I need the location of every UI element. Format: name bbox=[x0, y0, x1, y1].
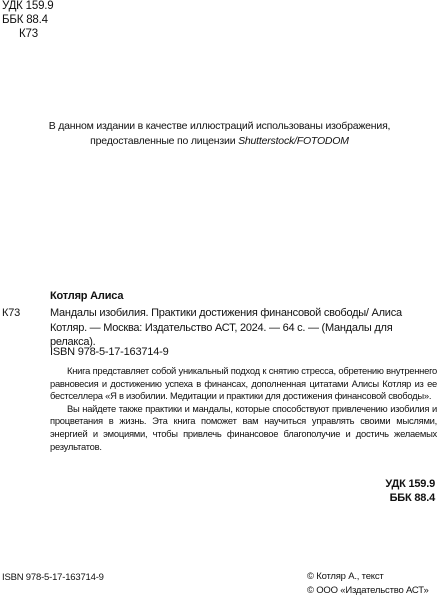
bbk-code-bottom: ББК 88.4 bbox=[389, 492, 435, 504]
udk-code-bottom: УДК 159.9 bbox=[385, 478, 435, 490]
udk-code-top: УДК 159.9 bbox=[2, 0, 54, 12]
bibliographic-description: Мандалы изобилия. Практики достижения финансовой свободы/ Алиса Котляр. — Москва: Издательство АСТ, 2024. — 64 с. — (Мандалы для релакса). bbox=[50, 307, 402, 348]
illustration-notice-line2 bbox=[0, 134, 439, 148]
isbn-footer: ISBN 978-5-17-163714-9 bbox=[2, 572, 104, 583]
author-mark: К73 bbox=[2, 307, 21, 319]
illustration-notice-line1: В данном издании в качестве иллюстраций использованы изображения, bbox=[48, 120, 391, 132]
author-mark-top: К73 bbox=[19, 28, 38, 40]
bbk-code-top: ББК 88.4 bbox=[2, 14, 48, 26]
annotation-paragraph-1: Книга представляет собой уникальный подход к снятию стресса, обретению внутреннего равновесия и достижению успеха в финансах, дополненная цитатами Алисы Котляр из ее бестселлера «Я в изобилии. Медитации и практики для достижения финансовой свободы». bbox=[50, 365, 437, 402]
copyright-publisher: © ООО «Издательство АСТ» bbox=[307, 585, 429, 596]
author-name: Котляр Алиса bbox=[50, 290, 124, 302]
copyright-author: © Котляр А., текст bbox=[307, 571, 384, 582]
annotation bbox=[50, 365, 437, 453]
illustration-notice-prefix: предоставленные по лицензии bbox=[90, 135, 239, 147]
isbn-main: ISBN 978-5-17-163714-9 bbox=[50, 346, 169, 358]
illustration-source: Shutterstock/FOTODOM bbox=[238, 135, 349, 147]
annotation-paragraph-2: Вы найдете также практики и мандалы, которые способствуют привлечению изобилия и процветания в жизнь. Эта книга поможет вам научиться управлять своими мыслями, энергией и эмоциями, чтобы привлечь финансовое благополучие и достичь желаемых результатов. bbox=[50, 402, 437, 452]
